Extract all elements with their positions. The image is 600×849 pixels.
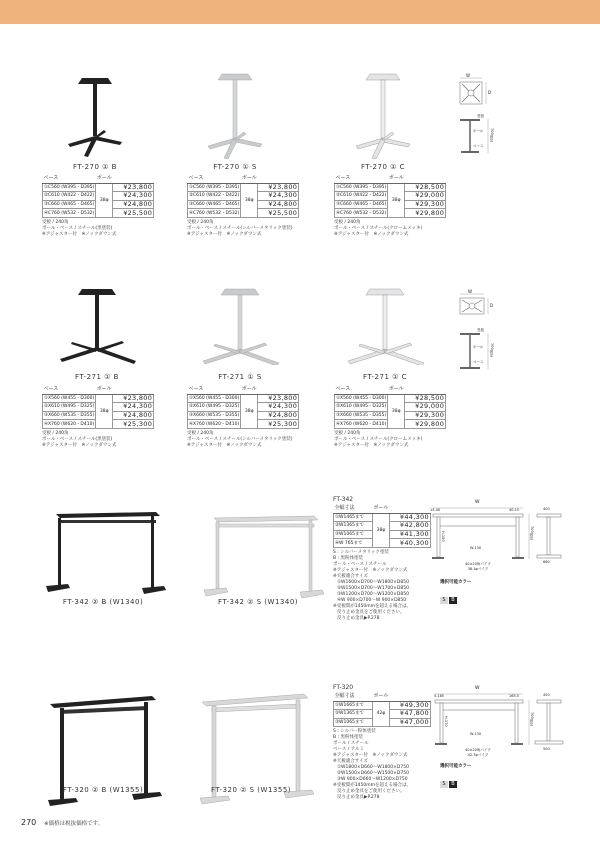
pipe-spec: 40×20角パイプ bbox=[465, 748, 491, 752]
pipe-spec: 38.1φパイプ bbox=[467, 567, 489, 571]
caption-ft342-s: FT-342 ② S (W1340) bbox=[217, 598, 298, 606]
price-cell: ¥23,800 bbox=[113, 183, 154, 192]
note-line: ①W1600×D700〜W1800×D850 bbox=[337, 579, 409, 585]
note-line: ※アジャスター付 ※ノックダウン式 bbox=[334, 231, 409, 237]
pole-cell: 38φ bbox=[388, 394, 405, 428]
note-line: ポール・ベース / スチール(クロームメッキ) bbox=[334, 436, 423, 442]
note-line: ※アジャスター付 ※ノックダウン式 bbox=[333, 567, 408, 573]
dim-depth: 450 bbox=[543, 693, 550, 697]
color-chip-black: B bbox=[449, 781, 457, 788]
price-cell: ¥23,800 bbox=[113, 394, 154, 403]
color-chip-silver: S bbox=[440, 781, 448, 788]
note-line: ②W1500×D700〜W1700×D850 bbox=[337, 585, 409, 591]
size-cell: ③X660 (W535・D355) bbox=[336, 413, 387, 419]
price-cell: ¥29,000 bbox=[405, 192, 446, 201]
tax-footnote: ※価格は税抜価格です。 bbox=[44, 821, 104, 827]
pole-cell: 38φ bbox=[96, 183, 113, 217]
price-block-ft270-s bbox=[187, 175, 299, 238]
price-table bbox=[333, 693, 431, 727]
price-cell: ¥28,500 bbox=[405, 183, 446, 192]
note-line: ※天板適合サイズ bbox=[333, 573, 368, 579]
price-cell: ¥29,300 bbox=[405, 200, 446, 209]
price-cell: ¥29,000 bbox=[405, 403, 446, 412]
diagram-height-label: 700固定 bbox=[490, 128, 494, 142]
price-table bbox=[334, 175, 446, 218]
diagram-plate-label: 受板 bbox=[477, 328, 484, 332]
ft342-b-illustration bbox=[38, 508, 170, 598]
price-table bbox=[42, 386, 154, 429]
size-cell: ②W1365まで bbox=[334, 522, 373, 531]
ft342-color-chips bbox=[440, 586, 458, 605]
col-header-pole: ポール bbox=[96, 386, 112, 393]
note-line: ②W1500×D660〜W1500×D750 bbox=[337, 771, 409, 777]
dim-inner-width: W-130 bbox=[470, 546, 482, 550]
dim-right: 165.5 bbox=[509, 694, 520, 698]
size-cell: ③C660 (W465・D465) bbox=[336, 202, 387, 208]
note-line: ※アジャスター付 ※ノックダウン式 bbox=[187, 231, 262, 237]
note-line: ベース / アルミ bbox=[333, 747, 364, 753]
size-cell: ④W 765まで bbox=[334, 539, 373, 548]
size-cell: ③X660 (W535・D355) bbox=[44, 413, 95, 419]
price-cell: ¥25,300 bbox=[258, 420, 299, 429]
price-cell: ¥42,800 bbox=[389, 522, 430, 531]
note-line: ポール・ベース / スチール(黒塗装) bbox=[42, 436, 113, 442]
col-header-pole: ポール bbox=[241, 175, 257, 182]
price-cell: ¥25,500 bbox=[113, 209, 154, 218]
size-cell: ①X560 (W455・D300) bbox=[44, 395, 95, 401]
color-chip-black: B bbox=[449, 597, 457, 604]
ft320-title: FT-320 bbox=[333, 684, 354, 691]
price-cell: ¥25,300 bbox=[113, 420, 154, 429]
note-line: 受板 / 240角 bbox=[334, 219, 361, 225]
note-line: B : 黒粉体塗装 bbox=[333, 555, 363, 561]
col-header-pole: ポール bbox=[388, 386, 404, 393]
header-band bbox=[0, 0, 600, 24]
color-chip-silver: S bbox=[440, 597, 448, 604]
size-cell: ④X760 (W620・D410) bbox=[336, 421, 387, 427]
pole-cell: 38φ bbox=[96, 394, 113, 428]
price-cell: ¥49,300 bbox=[389, 701, 430, 710]
note-line: 反り止め金具▶P.278 bbox=[337, 795, 380, 801]
dim-w: W bbox=[475, 500, 480, 505]
note-line: ポール・ベース / スチール bbox=[333, 561, 387, 567]
price-cell: ¥24,800 bbox=[113, 411, 154, 420]
price-cell: ¥29,800 bbox=[405, 209, 446, 218]
ft271-c-illustration bbox=[340, 285, 430, 365]
size-cell: ④X760 (W620・D410) bbox=[189, 421, 240, 427]
diagram-d-label: D bbox=[488, 90, 492, 95]
size-cell: ④X760 (W620・D410) bbox=[44, 421, 95, 427]
diagram-d-label: D bbox=[490, 303, 494, 308]
size-cell: ②X610 (W495・D325) bbox=[336, 404, 387, 410]
price-cell: ¥41,300 bbox=[389, 530, 430, 539]
dim-base-width: 660 bbox=[543, 560, 550, 564]
diagram-plate-label: 受板 bbox=[477, 114, 484, 118]
size-cell: ④C760 (W532・D532) bbox=[189, 210, 240, 216]
note-line: ※アジャスター付 ※ノックダウン式 bbox=[187, 442, 262, 448]
caption-ft320-s: FT-320 ② S (W1355) bbox=[210, 786, 291, 794]
ft270-dimension-diagram bbox=[450, 72, 510, 162]
caption-ft270-b: FT-270 ① B bbox=[73, 163, 117, 171]
pipe-spec: 42.7φパイプ bbox=[467, 753, 489, 757]
price-cell: ¥25,500 bbox=[258, 209, 299, 218]
col-header-base: ベース bbox=[335, 386, 388, 394]
ft342-s-illustration bbox=[196, 512, 328, 602]
price-cell: ¥24,800 bbox=[113, 200, 154, 209]
price-block-ft320 bbox=[333, 693, 431, 801]
note-line: ポール・ベース / スチール(シルバーメタリック塗装) bbox=[187, 436, 293, 442]
price-cell: ¥24,300 bbox=[258, 192, 299, 201]
price-table bbox=[334, 386, 446, 429]
ft342-title: FT-342 bbox=[333, 496, 354, 503]
dim-height: 700固定 bbox=[530, 712, 534, 726]
size-cell: ④C760 (W532・D532) bbox=[44, 210, 95, 216]
note-line: ④W 900×D700〜W 900×D850 bbox=[337, 597, 407, 603]
note-line: 反り止め金具をご使用ください。 bbox=[337, 789, 405, 795]
diagram-base-label: ベース bbox=[473, 360, 484, 364]
ft320-color-title: 選択可能カラー bbox=[440, 764, 472, 769]
note-line: 受板 / 240角 bbox=[187, 430, 214, 436]
col-header-base: ベース bbox=[188, 386, 241, 394]
col-header-pole: ポール bbox=[388, 175, 404, 182]
dim-inner-height: H-150 bbox=[441, 531, 445, 542]
dim-w: W bbox=[475, 686, 480, 691]
size-cell: ①C560 (W395・D395) bbox=[44, 184, 95, 190]
price-block-ft271-s bbox=[187, 386, 299, 449]
note-line: B : 黒粉体塗装 bbox=[333, 735, 363, 741]
col-header-pole: ポール bbox=[241, 386, 257, 393]
note-line: ※受板間が1450mmを超える場合は、 bbox=[333, 603, 411, 609]
price-cell: ¥47,800 bbox=[389, 710, 430, 719]
pole-cell: 38φ bbox=[241, 394, 258, 428]
ft270-c-illustration bbox=[348, 70, 418, 160]
note-line: 受板 / 240角 bbox=[42, 219, 69, 225]
pipe-spec: 40×20角パイプ bbox=[465, 562, 491, 566]
col-header-base: ベース bbox=[335, 175, 388, 183]
col-header-base: ベース bbox=[43, 386, 96, 394]
note-line: ※受板間が1450mmを超える場合は、 bbox=[333, 783, 411, 789]
diagram-height-label: 700固定 bbox=[490, 343, 494, 357]
note-line: ※アジャスター付 ※ノックダウン式 bbox=[334, 442, 409, 448]
caption-ft271-c: FT-271 ① C bbox=[362, 373, 408, 381]
note-line: 受板 / 240角 bbox=[42, 430, 69, 436]
pole-cell: 38φ bbox=[373, 513, 390, 547]
note-line: ※天板適合サイズ bbox=[333, 759, 368, 765]
price-block-ft270-b bbox=[42, 175, 154, 238]
ft271-s-illustration bbox=[195, 285, 285, 365]
caption-ft270-c: FT-270 ① C bbox=[360, 163, 406, 171]
size-cell: ③C660 (W465・D465) bbox=[189, 202, 240, 208]
col-header-pole: ポール bbox=[373, 693, 389, 700]
size-cell: ①C560 (W395・D395) bbox=[189, 184, 240, 190]
price-table bbox=[333, 505, 431, 548]
diagram-pole-label: ポール bbox=[473, 129, 484, 133]
diagram-w-label: W bbox=[468, 289, 472, 294]
size-cell: ①X560 (W455・D300) bbox=[189, 395, 240, 401]
note-line: ※アジャスター付 ※ノックダウン式 bbox=[42, 231, 117, 237]
diagram-w-label: W bbox=[466, 73, 470, 78]
caption-ft270-s: FT-270 ① S bbox=[213, 163, 257, 171]
dim-base-width: 500 bbox=[543, 747, 550, 751]
dim-left: 15.40 bbox=[430, 508, 441, 512]
price-cell: ¥29,800 bbox=[405, 420, 446, 429]
price-block-ft270-c bbox=[334, 175, 446, 238]
price-cell: ¥47,000 bbox=[389, 718, 430, 727]
pole-cell: 42φ bbox=[373, 701, 390, 727]
note-line: S : シルバー粉体塗装 bbox=[333, 729, 376, 735]
price-cell: ¥24,300 bbox=[258, 403, 299, 412]
note-line: ポール / スチール bbox=[333, 741, 369, 747]
size-cell: ②X610 (W495・D325) bbox=[189, 404, 240, 410]
price-cell: ¥24,800 bbox=[258, 411, 299, 420]
note-line: 反り止め金具をご使用ください。 bbox=[337, 609, 405, 615]
dim-right: 40.15 bbox=[509, 508, 520, 512]
size-cell: ②C610 (W422・D422) bbox=[44, 193, 95, 199]
col-header-base: ベース bbox=[43, 175, 96, 183]
price-cell: ¥24,300 bbox=[113, 403, 154, 412]
col-header-pole: ポール bbox=[96, 175, 112, 182]
price-table bbox=[187, 175, 299, 218]
size-cell: ③W1065まで bbox=[334, 718, 373, 727]
dim-inner-width: W-130 bbox=[470, 732, 482, 736]
size-cell: ②C610 (W422・D422) bbox=[189, 193, 240, 199]
price-cell: ¥44,300 bbox=[389, 513, 430, 522]
price-cell: ¥24,800 bbox=[258, 200, 299, 209]
price-cell: ¥40,300 bbox=[389, 539, 430, 548]
size-cell: ②W1365まで bbox=[334, 710, 373, 719]
size-cell: ①X560 (W455・D300) bbox=[336, 395, 387, 401]
price-cell: ¥29,300 bbox=[405, 411, 446, 420]
col-header-base: ベース bbox=[188, 175, 241, 183]
ft270-s-illustration bbox=[200, 70, 270, 160]
price-cell: ¥24,300 bbox=[113, 192, 154, 201]
size-cell: ③X660 (W535・D355) bbox=[189, 413, 240, 419]
diagram-base-label: ベース bbox=[473, 144, 484, 148]
price-table bbox=[187, 386, 299, 429]
ft270-b-illustration bbox=[60, 70, 130, 160]
size-cell: ①W1465まで bbox=[334, 513, 373, 522]
note-line: ポール・ベース / スチール(シルバーメタリック塗装) bbox=[187, 225, 293, 231]
size-cell: ③C660 (W465・D465) bbox=[44, 202, 95, 208]
size-cell: ②X610 (W495・D325) bbox=[44, 404, 95, 410]
price-block-ft271-c bbox=[334, 386, 446, 449]
note-line: ポール・ベース / スチール(黒塗装) bbox=[42, 225, 113, 231]
dim-depth: 400 bbox=[543, 507, 550, 511]
ft271-dimension-diagram bbox=[450, 288, 510, 378]
col-header-size: 全幅寸法 bbox=[334, 693, 373, 701]
price-cell: ¥23,800 bbox=[258, 183, 299, 192]
pole-cell: 38φ bbox=[241, 183, 258, 217]
size-cell: ①W1665まで bbox=[334, 701, 373, 710]
dim-height: 700固定 bbox=[530, 526, 534, 540]
note-line: 受板 / 240角 bbox=[187, 219, 214, 225]
note-line: 反り止め金具▶P.278 bbox=[337, 615, 380, 621]
note-line: S : シルバーメタリック塗装 bbox=[333, 549, 389, 555]
dim-left: 5.165 bbox=[434, 694, 445, 698]
size-cell: ④C760 (W532・D532) bbox=[336, 210, 387, 216]
note-line: ポール・ベース / スチール(クロームメッキ) bbox=[334, 225, 423, 231]
caption-ft271-s: FT-271 ① S bbox=[218, 373, 262, 381]
ft342-color-title: 選択可能カラー bbox=[440, 580, 472, 585]
price-table bbox=[42, 175, 154, 218]
size-cell: ③W1065まで bbox=[334, 530, 373, 539]
price-cell: ¥28,500 bbox=[405, 394, 446, 403]
note-line: ※アジャスター付 ※ノックダウン式 bbox=[42, 442, 117, 448]
note-line: ③W 900×D660〜W1200×D750 bbox=[337, 777, 408, 783]
pole-cell: 38φ bbox=[388, 183, 405, 217]
ft271-b-illustration bbox=[52, 285, 142, 365]
col-header-size: 全幅寸法 bbox=[334, 505, 373, 513]
price-cell: ¥23,800 bbox=[258, 394, 299, 403]
ft320-dimension-diagram bbox=[425, 684, 575, 784]
size-cell: ②C610 (W422・D422) bbox=[336, 193, 387, 199]
caption-ft342-b: FT-342 ② B (W1340) bbox=[62, 598, 144, 606]
caption-ft271-b: FT-271 ① B bbox=[75, 373, 119, 381]
note-line: ①W1800×D660〜W1800×D750 bbox=[337, 765, 409, 771]
price-block-ft342 bbox=[333, 505, 431, 622]
page-number: 270 bbox=[21, 818, 37, 827]
note-line: 受板 / 240角 bbox=[334, 430, 361, 436]
ft320-color-chips bbox=[440, 770, 458, 789]
dim-inner-height: H-170 bbox=[444, 716, 448, 727]
caption-ft320-b: FT-320 ② B (W1355) bbox=[62, 786, 144, 794]
price-block-ft271-b bbox=[42, 386, 154, 449]
note-line: ※アジャスター付 ※ノックダウン式 bbox=[333, 753, 408, 759]
diagram-pole-label: ポール bbox=[473, 345, 484, 349]
size-cell: ①C560 (W395・D395) bbox=[336, 184, 387, 190]
note-line: ③W1200×D700〜W1200×D850 bbox=[337, 591, 409, 597]
col-header-pole: ポール bbox=[373, 505, 389, 512]
